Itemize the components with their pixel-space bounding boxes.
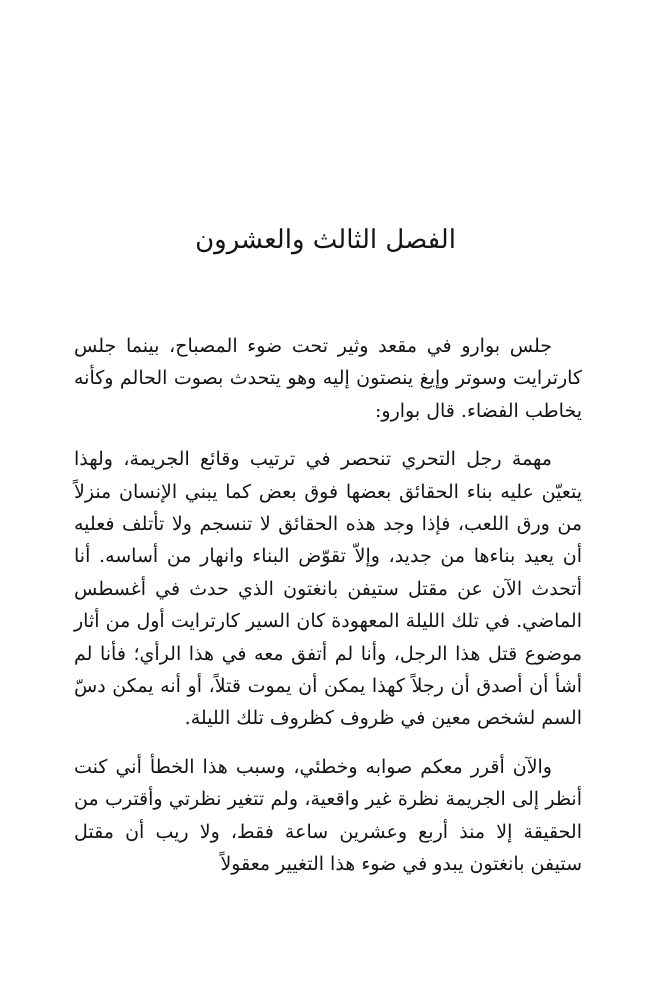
paragraph: والآن أقرر معكم صوابه وخطئي، وسبب هذا الخطأ أني كنت أنظر إلى الجريمة نظرة غير واقعية، ولم تتغير نظرتي وأقترب من الحقيقة إلا منذ أربع وعشرين ساعة فقط، ولا ريب أن مقتل ستيفن بانغتون يبدو في ضوء هذا التغيير معقولاً (74, 755, 582, 876)
chapter-title: الفصل الثالث والعشرون (195, 225, 456, 255)
chapter-body (74, 330, 582, 897)
paragraph: مهمة رجل التحري تنحصر في ترتيب وقائع الجريمة، ولهذا يتعيّن عليه بناء الحقائق بعضها فوق بعض كما يبني الإنسان منزلاً من ورق اللعب، فإذا وجد هذه الحقائق لا تنسجم ولا تأتلف فعليه أن يعيد بناءها من جديد، وإلاّ تقوّض البناء وانهار من أساسه. أنا أتحدث الآن عن مقتل ستيفن بانغتون الذي حدث في أغسطس الماضي. في تلك الليلة المعهودة كان السير كارترايت أول من أثار موضوع قتل هذا الرجل، وأنا لم أتفق معه في هذا الرأي؛ فأنا لم أشأ أن أصدق أن رجلاً كهذا يمكن أن يموت قتلاً، أو أنه يمكن دسّ السم لشخص معين في ظروف كظروف تلك الليلة. (74, 448, 582, 730)
paragraph: جلس بوارو في مقعد وثير تحت ضوء المصباح، بينما جلس كارترايت وسوتر وإيغ ينصتون إليه وهو يتحدث بصوت الحالم وكأنه يخاطب الفضاء. قال بوارو: (74, 335, 582, 422)
